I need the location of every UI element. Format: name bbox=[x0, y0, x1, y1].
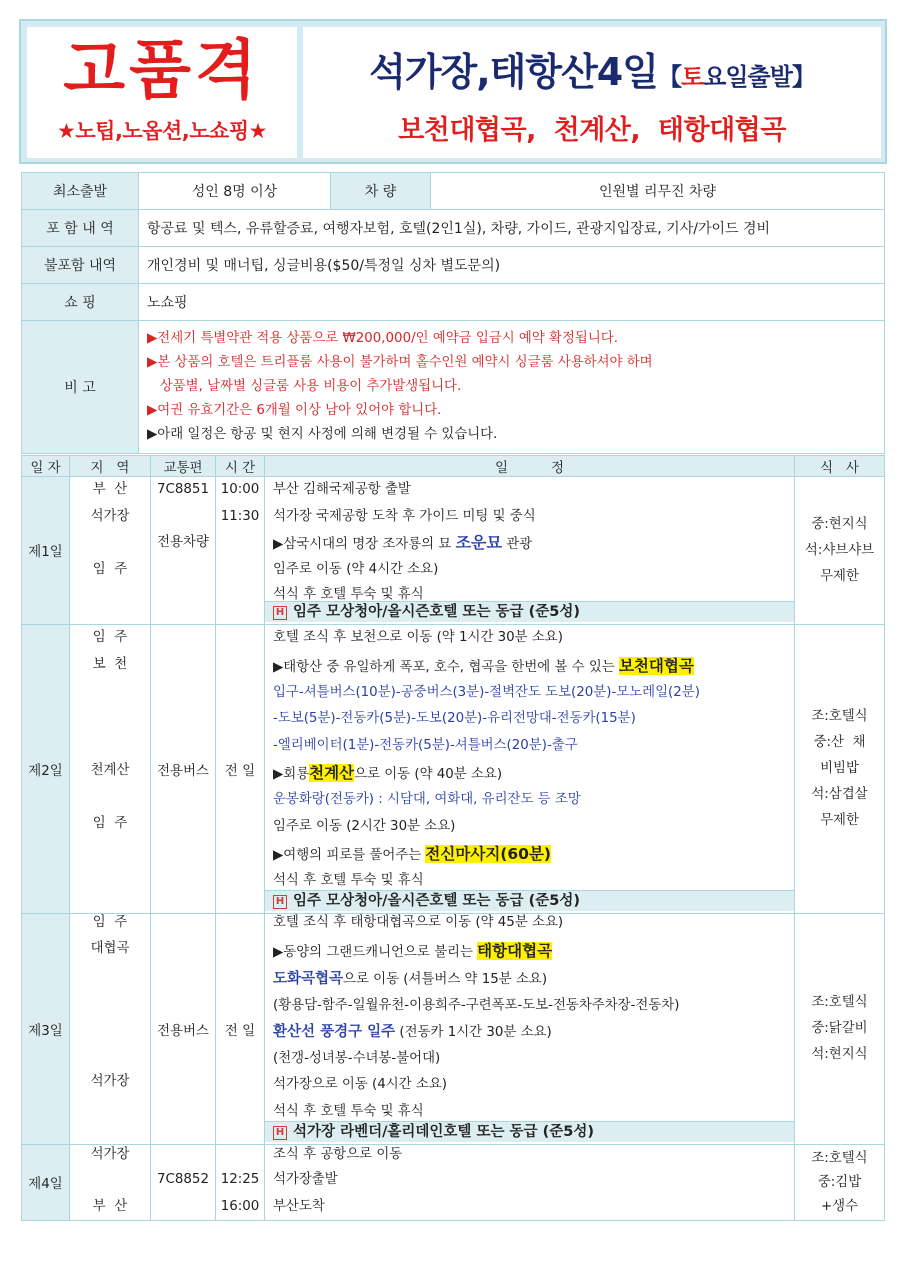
info-row-incl bbox=[22, 210, 885, 247]
region-cell bbox=[70, 477, 151, 625]
incl-label: 포 함 내 역 bbox=[22, 210, 139, 247]
time-value: 12:25 bbox=[220, 1172, 260, 1187]
col-itinerary: 일 정 bbox=[265, 456, 795, 477]
region-name: 석가장 bbox=[90, 1147, 130, 1162]
attraction-name: 조운묘 bbox=[455, 533, 502, 552]
itinerary-text: ▶동양의 그랜드캐니언으로 불리는 bbox=[273, 945, 478, 960]
col-transport: 교통편 bbox=[151, 456, 216, 477]
hotel-icon: H bbox=[273, 895, 287, 909]
itinerary-line: 석식 후 호텔 투숙 및 휴식 bbox=[273, 587, 424, 601]
itinerary-line: 석가장출발 bbox=[273, 1172, 338, 1187]
hotel-line bbox=[265, 890, 794, 911]
region-cell bbox=[70, 914, 151, 1145]
day-row bbox=[22, 914, 885, 1145]
hotel-line bbox=[265, 601, 794, 622]
itinerary-line bbox=[265, 1019, 794, 1046]
region-name bbox=[70, 784, 150, 811]
itinerary-text: 관광 bbox=[501, 537, 533, 552]
itinerary-line: 석가장 국제공항 도착 후 가이드 미팅 및 중식 bbox=[273, 508, 536, 524]
title-main: 석가장,태항산4일 bbox=[369, 50, 658, 94]
region-name: 임 주 bbox=[92, 630, 128, 645]
hotel-icon: H bbox=[273, 606, 287, 620]
itinerary-line: 석식 후 호텔 투숙 및 휴식 bbox=[273, 873, 424, 888]
region-name bbox=[70, 1016, 150, 1043]
itinerary-line: 조식 후 공항으로 이동 bbox=[273, 1147, 403, 1162]
region-name: 임 주 bbox=[92, 915, 128, 930]
incl-value: 항공료 및 텍스, 유류할증료, 여행자보험, 호텔(2인1실), 차량, 가이드, 관광지입장료, 기사/가이드 경비 bbox=[139, 210, 885, 247]
region-name bbox=[70, 530, 150, 557]
region-name: 석가장 bbox=[90, 1073, 130, 1089]
title-bracket-close: 】 bbox=[791, 63, 815, 91]
col-time: 시 간 bbox=[216, 456, 265, 477]
flight-number: 7C8852 bbox=[157, 1172, 209, 1187]
attraction-name: 전신마사지(60분) bbox=[425, 845, 551, 863]
excl-value: 개인경비 및 매너팁, 싱글비용($50/특정일 싱차 별도문의) bbox=[139, 247, 885, 284]
brand-logo: 고품격 bbox=[63, 34, 261, 108]
transport-text bbox=[151, 504, 215, 531]
itinerary-line: -엘리베이터(1분)-전동카(5분)-셔틀버스(20분)-출구 bbox=[273, 737, 578, 753]
day-label: 제4일 bbox=[22, 1145, 70, 1221]
time-cell: 전 일 bbox=[216, 625, 265, 914]
region-name: 임 주 bbox=[92, 815, 128, 831]
title-rest: 요일출발 bbox=[703, 63, 792, 91]
meal-item: 중:닭갈비 bbox=[811, 1021, 868, 1036]
meal-cell bbox=[795, 625, 885, 914]
itinerary-text: ▶회룡 bbox=[273, 767, 310, 782]
note-line: 상품별, 날짜별 싱글룸 사용 비용이 추가발생됩니다. bbox=[147, 379, 462, 394]
min-label: 최소출발 bbox=[22, 173, 139, 210]
transport-cell bbox=[151, 1145, 216, 1221]
min-value: 성인 8명 이상 bbox=[139, 173, 331, 210]
meal-item: 비빔밥 bbox=[820, 761, 859, 776]
itinerary-text: 으로 이동 (셔틀버스 약 15분 소요) bbox=[343, 972, 548, 987]
region-name bbox=[70, 705, 150, 732]
attraction-name: 태항대협곡 bbox=[477, 942, 553, 960]
meal-item: 무제한 bbox=[820, 568, 859, 584]
itinerary-text: 으로 이동 (약 40분 소요) bbox=[354, 767, 503, 782]
itinerary-line: 운봉화랑(전동카) : 시담대, 여화대, 유리잔도 등 조망 bbox=[273, 792, 581, 807]
meal-item: 석:삼겹살 bbox=[811, 787, 868, 802]
meal-item: 중:김밥 bbox=[817, 1174, 862, 1190]
itinerary-line: (황용담-함주-일월유천-이용희주-구련폭포-도보-전동차주차장-전동차) bbox=[273, 997, 680, 1013]
region-cell bbox=[70, 625, 151, 914]
itinerary-line: 임주로 이동 (2시간 30분 소요) bbox=[273, 818, 456, 834]
hotel-name: 임주 모상청아/올시즌호텔 또는 동급 (준5성) bbox=[293, 893, 580, 909]
transport-text: 전용차량 bbox=[157, 535, 209, 550]
itinerary-line: (천갱-성녀봉-수녀봉-불어대) bbox=[273, 1050, 441, 1066]
time-value bbox=[216, 1145, 264, 1167]
hotel-line bbox=[265, 1121, 794, 1142]
itinerary-line bbox=[265, 840, 794, 868]
itinerary-line: 부산도착 bbox=[273, 1198, 325, 1214]
itinerary-line bbox=[265, 936, 794, 966]
itinerary-line: 임주로 이동 (약 4시간 소요) bbox=[273, 561, 439, 577]
day-row bbox=[22, 1145, 885, 1221]
itinerary-cell bbox=[265, 477, 795, 625]
itinerary-text: (전동카 1시간 30분 소요) bbox=[395, 1025, 552, 1040]
transport-cell: 전용버스 bbox=[151, 625, 216, 914]
note-line: ▶본 상품의 호텔은 트리플룸 사용이 불가하며 홀수인원 예약시 싱글룸 사용하셔야 하며 bbox=[147, 355, 653, 370]
itinerary-text: ▶여행의 피로를 풀어주는 bbox=[273, 848, 426, 863]
attraction-name: 보천대협곡 bbox=[618, 656, 694, 675]
shop-label: 쇼 핑 bbox=[22, 284, 139, 321]
itinerary-line bbox=[265, 530, 794, 557]
transport-text bbox=[151, 1194, 215, 1221]
day-row bbox=[22, 477, 885, 625]
region-name: 대협곡 bbox=[90, 941, 130, 956]
title-box bbox=[303, 27, 881, 158]
car-label: 차 량 bbox=[331, 173, 431, 210]
transport-text bbox=[151, 1145, 215, 1167]
meal-item: +생수 bbox=[820, 1198, 859, 1214]
itinerary-cell bbox=[265, 625, 795, 914]
brand-slogan: ★노팁,노옵션,노쇼핑★ bbox=[57, 119, 267, 143]
itinerary-text: ▶태항산 중 유일하게 폭포, 호수, 협곡을 한번에 볼 수 있는 bbox=[273, 659, 619, 675]
title-day: 토 bbox=[680, 63, 704, 91]
page-subtitle: 보천대협곡, 천계산, 태항대협곡 bbox=[398, 115, 786, 146]
region-name bbox=[70, 1042, 150, 1069]
day-label: 제3일 bbox=[22, 914, 70, 1145]
info-row-min bbox=[22, 173, 885, 210]
meal-item: 석:현지식 bbox=[811, 1047, 868, 1062]
day-label: 제1일 bbox=[22, 477, 70, 625]
meal-item: 중:현지식 bbox=[811, 516, 868, 532]
itinerary-cell bbox=[265, 914, 795, 1145]
meal-item: 석:샤브샤브 bbox=[804, 542, 875, 558]
itinerary-line: 부산 김해국제공항 출발 bbox=[273, 482, 411, 497]
itinerary-line: 석식 후 호텔 투숙 및 휴식 bbox=[273, 1103, 424, 1119]
meal-cell bbox=[795, 1145, 885, 1221]
region-name: 부 산 bbox=[92, 1198, 128, 1214]
col-meal: 식 사 bbox=[795, 456, 885, 477]
info-row-shop bbox=[22, 284, 885, 321]
itinerary-line bbox=[265, 652, 794, 680]
region-name: 임 주 bbox=[92, 561, 128, 577]
time-value: 11:30 bbox=[220, 508, 260, 524]
itinerary-line: -도보(5분)-전동카(5분)-도보(20분)-유리전망대-전동카(15분) bbox=[273, 711, 636, 726]
attraction-name: 환산선 풍경구 일주 bbox=[273, 1024, 396, 1040]
itinerary-line bbox=[265, 966, 794, 993]
attraction-name: 천계산 bbox=[309, 764, 355, 782]
notes-cell bbox=[139, 321, 885, 454]
hotel-icon: H bbox=[273, 1126, 287, 1140]
time-value: 16:00 bbox=[220, 1198, 260, 1214]
shop-value: 노쇼핑 bbox=[139, 284, 885, 321]
meal-cell bbox=[795, 477, 885, 625]
itinerary-line bbox=[265, 759, 794, 787]
itinerary-cell bbox=[265, 1145, 795, 1221]
meal-cell bbox=[795, 914, 885, 1145]
schedule-table bbox=[21, 455, 885, 1221]
region-name bbox=[70, 731, 150, 758]
hotel-name: 석가장 라벤더/홀리데인호텔 또는 동급 (준5성) bbox=[293, 1123, 594, 1140]
excl-label: 불포함 내역 bbox=[22, 247, 139, 284]
itinerary-text: ▶삼국시대의 명장 조자룡의 묘 bbox=[273, 537, 456, 552]
region-cell bbox=[70, 1145, 151, 1221]
day-row bbox=[22, 625, 885, 914]
time-cell: 전 일 bbox=[216, 914, 265, 1145]
attraction-name: 도화곡협곡 bbox=[273, 971, 344, 987]
car-value: 인원별 리무진 차량 bbox=[431, 173, 885, 210]
region-name: 석가장 bbox=[90, 508, 130, 524]
itinerary-line: 석가장으로 이동 (4시간 소요) bbox=[273, 1077, 448, 1092]
itinerary-line: 호텔 조식 후 태항대협곡으로 이동 (약 45분 소요) bbox=[273, 915, 564, 930]
transport-cell bbox=[151, 477, 216, 625]
region-name: 천계산 bbox=[90, 762, 130, 778]
hotel-name: 임주 모상청아/올시즌호텔 또는 동급 (준5성) bbox=[293, 604, 580, 620]
region-name bbox=[70, 678, 150, 705]
region-name bbox=[70, 1167, 150, 1194]
info-table bbox=[21, 172, 885, 454]
info-row-excl bbox=[22, 247, 885, 284]
time-value: 10:00 bbox=[220, 482, 260, 497]
info-row-notes bbox=[22, 321, 885, 454]
col-region: 지 역 bbox=[70, 456, 151, 477]
transport-cell: 전용버스 bbox=[151, 914, 216, 1145]
meal-item: 중:산 채 bbox=[813, 735, 866, 750]
itinerary-line: 입구-셔틀버스(10분)-공중버스(3분)-절벽잔도 도보(20분)-모노레일(2분) bbox=[273, 684, 700, 700]
day-label: 제2일 bbox=[22, 625, 70, 914]
time-cell bbox=[216, 1145, 265, 1221]
col-day: 일 자 bbox=[22, 456, 70, 477]
note-label: 비 고 bbox=[22, 321, 139, 454]
meal-item: 무제한 bbox=[820, 813, 859, 828]
region-name: 부 산 bbox=[92, 482, 128, 497]
region-name: 보 천 bbox=[92, 656, 128, 672]
flight-number: 7C8851 bbox=[157, 482, 209, 497]
page-title bbox=[303, 41, 881, 96]
meal-item: 조:호텔식 bbox=[811, 995, 868, 1010]
schedule-header-row bbox=[22, 456, 885, 477]
region-name bbox=[70, 989, 150, 1016]
meal-item: 조:호텔식 bbox=[811, 709, 868, 724]
itinerary-line: 호텔 조식 후 보천으로 이동 (약 1시간 30분 소요) bbox=[273, 630, 563, 645]
note-line: ▶전세기 특별약관 적용 상품으로 ₩200,000/인 예약금 입금시 예약 확정됩니다. bbox=[147, 331, 618, 346]
meal-item: 조:호텔식 bbox=[811, 1150, 868, 1166]
time-cell bbox=[216, 477, 265, 625]
note-line: ▶여권 유효기간은 6개월 이상 남아 있어야 합니다. bbox=[147, 403, 442, 418]
header-banner bbox=[19, 19, 887, 164]
note-line: ▶아래 일정은 항공 및 현지 사정에 의해 변경될 수 있습니다. bbox=[147, 427, 498, 442]
brand-box bbox=[27, 27, 297, 158]
title-bracket-open: 【 bbox=[657, 63, 681, 91]
region-name bbox=[70, 963, 150, 990]
